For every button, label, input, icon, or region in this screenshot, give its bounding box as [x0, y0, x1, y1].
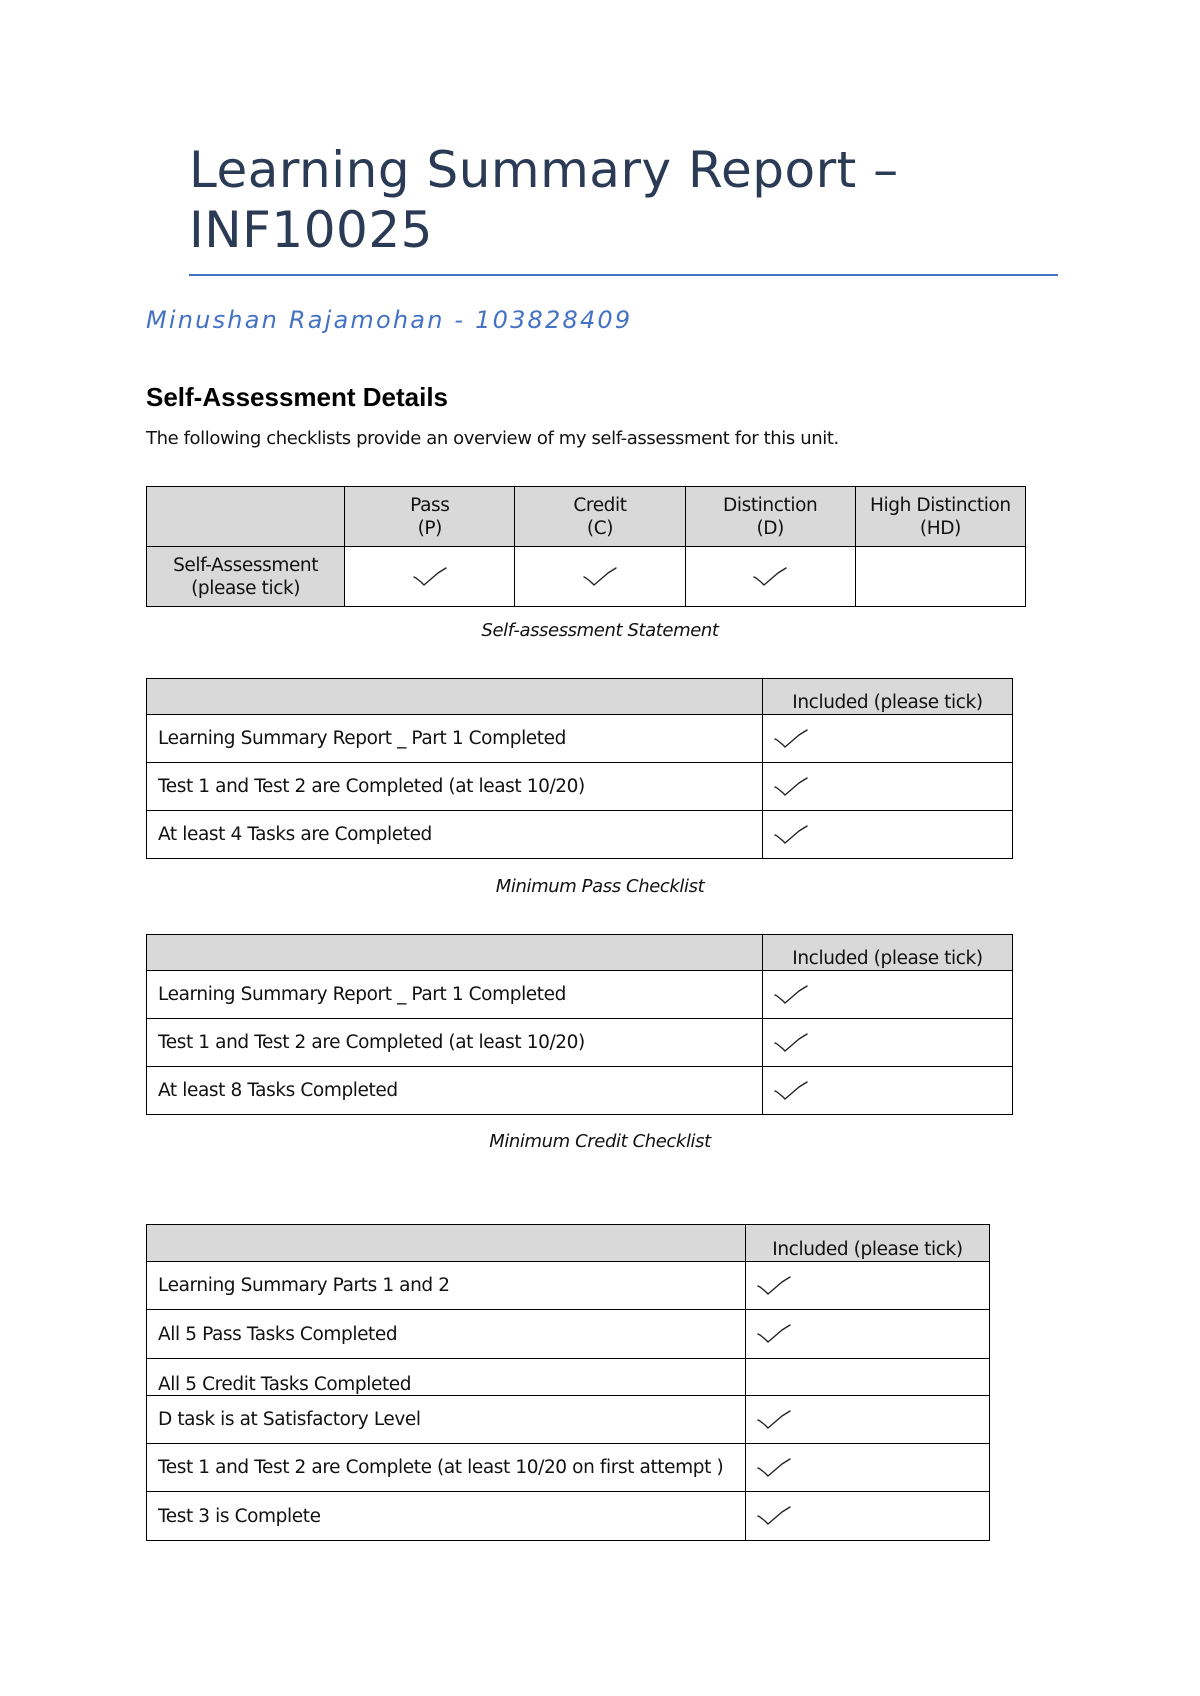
tick-icon: [773, 728, 809, 750]
tick-icon: [773, 1080, 809, 1102]
distinction-header-blank: [147, 1225, 746, 1262]
tick-icon: [756, 1505, 792, 1527]
credit-checklist-table: [146, 934, 1013, 1115]
intro-text: The following checklists provide an overview of my self-assessment for this unit.: [146, 428, 839, 449]
distinction-item-label: D task is at Satisfactory Level: [147, 1396, 746, 1444]
credit-checklist-caption: Minimum Credit Checklist: [489, 1131, 711, 1152]
tick-icon: [756, 1275, 792, 1297]
distinction-item-tick-cell[interactable]: [746, 1396, 990, 1444]
tick-icon: [582, 566, 618, 588]
distinction-item-label: All 5 Pass Tasks Completed: [147, 1310, 746, 1359]
tick-cell-high-distinction[interactable]: [855, 547, 1025, 607]
pass-item-label: Learning Summary Report _ Part 1 Completed: [147, 715, 763, 763]
tick-icon: [773, 776, 809, 798]
tick-icon: [773, 824, 809, 846]
pass-checklist-table: [146, 678, 1013, 859]
distinction-item-label: Test 3 is Complete: [147, 1492, 746, 1541]
tick-cell-credit[interactable]: [515, 547, 685, 607]
pass-item-tick-cell[interactable]: [763, 715, 1013, 763]
pass-header-included: Included (please tick): [763, 679, 1013, 715]
credit-item-tick-cell[interactable]: [763, 1067, 1013, 1115]
pass-item-label: Test 1 and Test 2 are Completed (at least 10/20): [147, 763, 763, 811]
credit-header-blank: [147, 935, 763, 971]
distinction-item-tick-cell[interactable]: [746, 1310, 990, 1359]
distinction-item-label: Test 1 and Test 2 are Complete (at least 10/20 on first attempt ): [147, 1444, 746, 1492]
grade-header-distinction: Distinction (D): [685, 487, 855, 547]
credit-item-tick-cell[interactable]: [763, 1019, 1013, 1067]
grade-header-blank: [147, 487, 345, 547]
self-assessment-row-label: Self-Assessment (please tick): [147, 547, 345, 607]
distinction-checklist-table: [146, 1224, 990, 1541]
distinction-item-tick-cell[interactable]: [746, 1359, 990, 1396]
distinction-item-label: Learning Summary Parts 1 and 2: [147, 1262, 746, 1310]
tick-icon: [773, 1032, 809, 1054]
tick-cell-pass[interactable]: [345, 547, 515, 607]
distinction-item-tick-cell[interactable]: [746, 1444, 990, 1492]
title-divider: [189, 274, 1058, 276]
pass-header-blank: [147, 679, 763, 715]
pass-item-label: At least 4 Tasks are Completed: [147, 811, 763, 859]
author-line: Minushan Rajamohan - 103828409: [146, 306, 633, 334]
tick-icon: [412, 566, 448, 588]
distinction-item-label: All 5 Credit Tasks Completed: [147, 1359, 746, 1396]
tick-icon: [752, 566, 788, 588]
credit-item-label: Test 1 and Test 2 are Completed (at least 10/20): [147, 1019, 763, 1067]
distinction-header-included: Included (please tick): [746, 1225, 990, 1262]
pass-checklist-caption: Minimum Pass Checklist: [495, 876, 705, 897]
pass-item-tick-cell[interactable]: [763, 811, 1013, 859]
distinction-item-tick-cell[interactable]: [746, 1492, 990, 1541]
section-heading: Self-Assessment Details: [146, 382, 449, 412]
page-title: Learning Summary Report – INF10025: [189, 141, 899, 259]
grade-header-pass: Pass (P): [345, 487, 515, 547]
tick-icon: [756, 1323, 792, 1345]
self-assessment-caption: Self-assessment Statement: [481, 620, 719, 641]
tick-icon: [773, 984, 809, 1006]
pass-item-tick-cell[interactable]: [763, 763, 1013, 811]
credit-header-included: Included (please tick): [763, 935, 1013, 971]
distinction-item-tick-cell[interactable]: [746, 1262, 990, 1310]
grade-header-high-distinction: High Distinction (HD): [855, 487, 1025, 547]
credit-item-tick-cell[interactable]: [763, 971, 1013, 1019]
credit-item-label: At least 8 Tasks Completed: [147, 1067, 763, 1115]
tick-icon: [756, 1409, 792, 1431]
grade-header-credit: Credit (C): [515, 487, 685, 547]
tick-cell-distinction[interactable]: [685, 547, 855, 607]
tick-icon: [756, 1457, 792, 1479]
self-assessment-table: [146, 486, 1026, 607]
credit-item-label: Learning Summary Report _ Part 1 Completed: [147, 971, 763, 1019]
